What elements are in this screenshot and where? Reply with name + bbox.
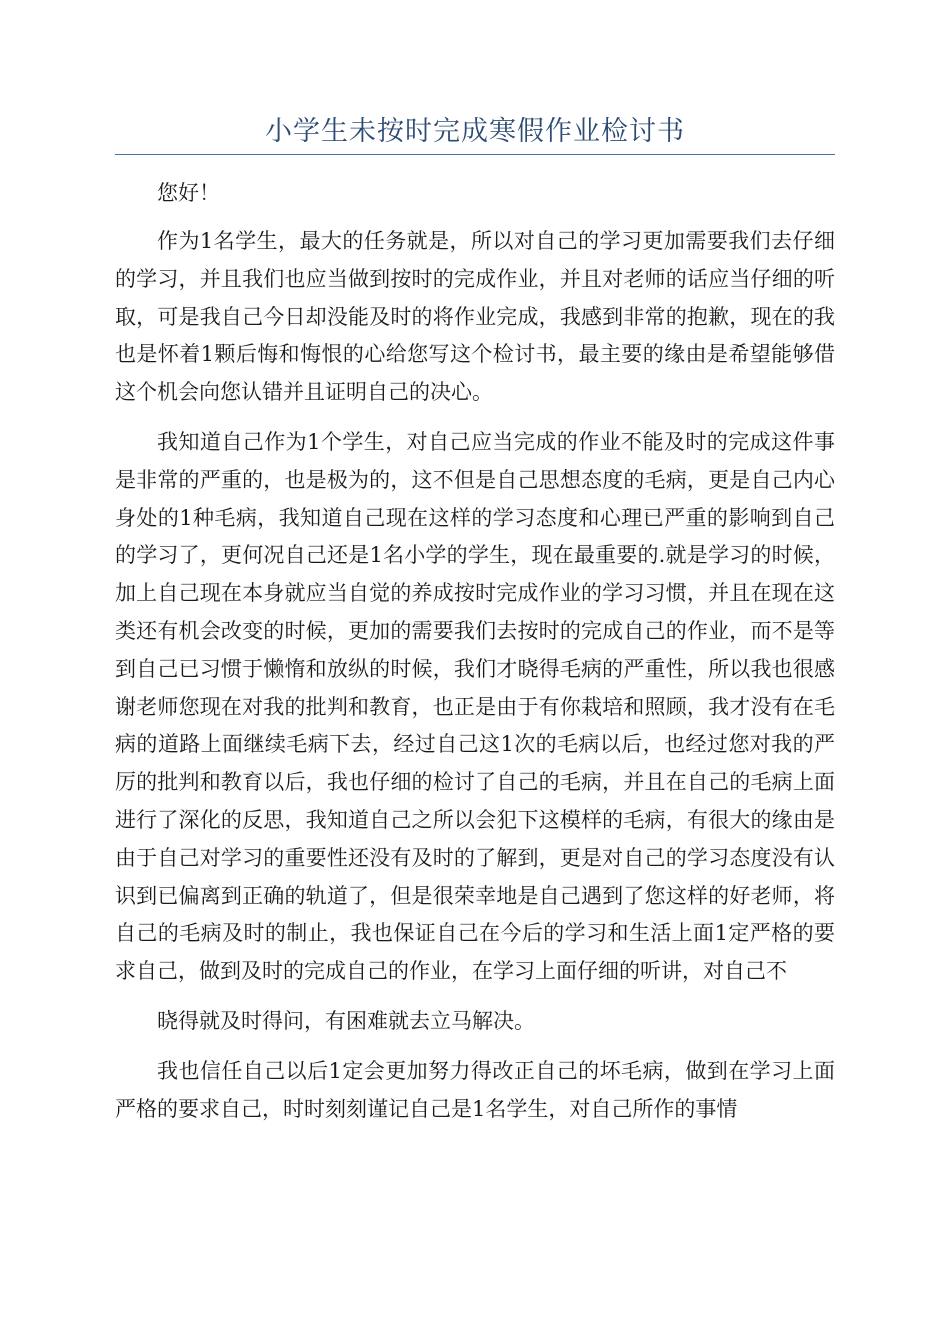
body-paragraph: 我知道自己作为1个学生，对自己应当完成的作业不能及时的完成这件事是非常的严重的，也是极为的，这不但是自己思想态度的毛病，更是自己内心身处的1种毛病，我知道自己现在这样的学习态度和心理已严重的影响到自己的学习了，更何况自己还是1名小学的学生，现在最重要的.就是学习的时候，加上自己现在本身就应当自觉的养成按时完成作业的学习习惯，并且在现在这类还有机会改变的时候，更加的需要我们去按时的完成自己的作业，而不是等到自己已习惯于懒惰和放纵的时候，我们才晓得毛病的严重性，所以我也很感谢老师您现在对我的批判和教育，也正是由于有你栽培和照顾，我才没有在毛病的道路上面继续毛病下去，经过自己这1次的毛病以后，也经过您对我的严厉的批判和教育以后，我也仔细的检讨了自己的毛病，并且在自己的毛病上面进行了深化的反思，我知道自己之所以会犯下这模样的毛病，有很大的缘由是由于自己对学习的重要性还没有及时的了解到，更是对自己的学习态度没有认识到已偏离到正确的轨道了，但是很荣幸地是自己遇到了您这样的好老师，将自己的毛病及时的制止，我也保证自己在今后的学习和生活上面1定严格的要求自己，做到及时的完成自己的作业，在学习上面仔细的听讲，对自己不 xyxy=(115,429,835,984)
body-paragraph: 我也信任自己以后1定会更加努力得改正自己的坏毛病，做到在学习上面严格的要求自己，时时刻刻谨记自己是1名学生，对自己所作的事情 xyxy=(115,1058,835,1121)
title-underline xyxy=(115,154,835,155)
greeting-paragraph: 您好！ xyxy=(157,181,220,205)
body-paragraph: 作为1名学生，最大的任务就是，所以对自己的学习更加需要我们去仔细的学习，并且我们也应当做到按时的完成作业，并且对老师的话应当仔细的听取，可是我自己今日却没能及时的将作业完成，我感到非常的抱歉，现在的我也是怀着1颗后悔和悔恨的心给您写这个检讨书，最主要的缘由是希望能够借这个机会向您认错并且证明自己的决心。 xyxy=(115,229,835,405)
document-body xyxy=(115,175,835,1128)
body-paragraph: 晓得就及时得问，有困难就去立马解决。 xyxy=(157,1008,535,1033)
document-title: 小学生未按时完成寒假作业检讨书 xyxy=(265,116,685,147)
